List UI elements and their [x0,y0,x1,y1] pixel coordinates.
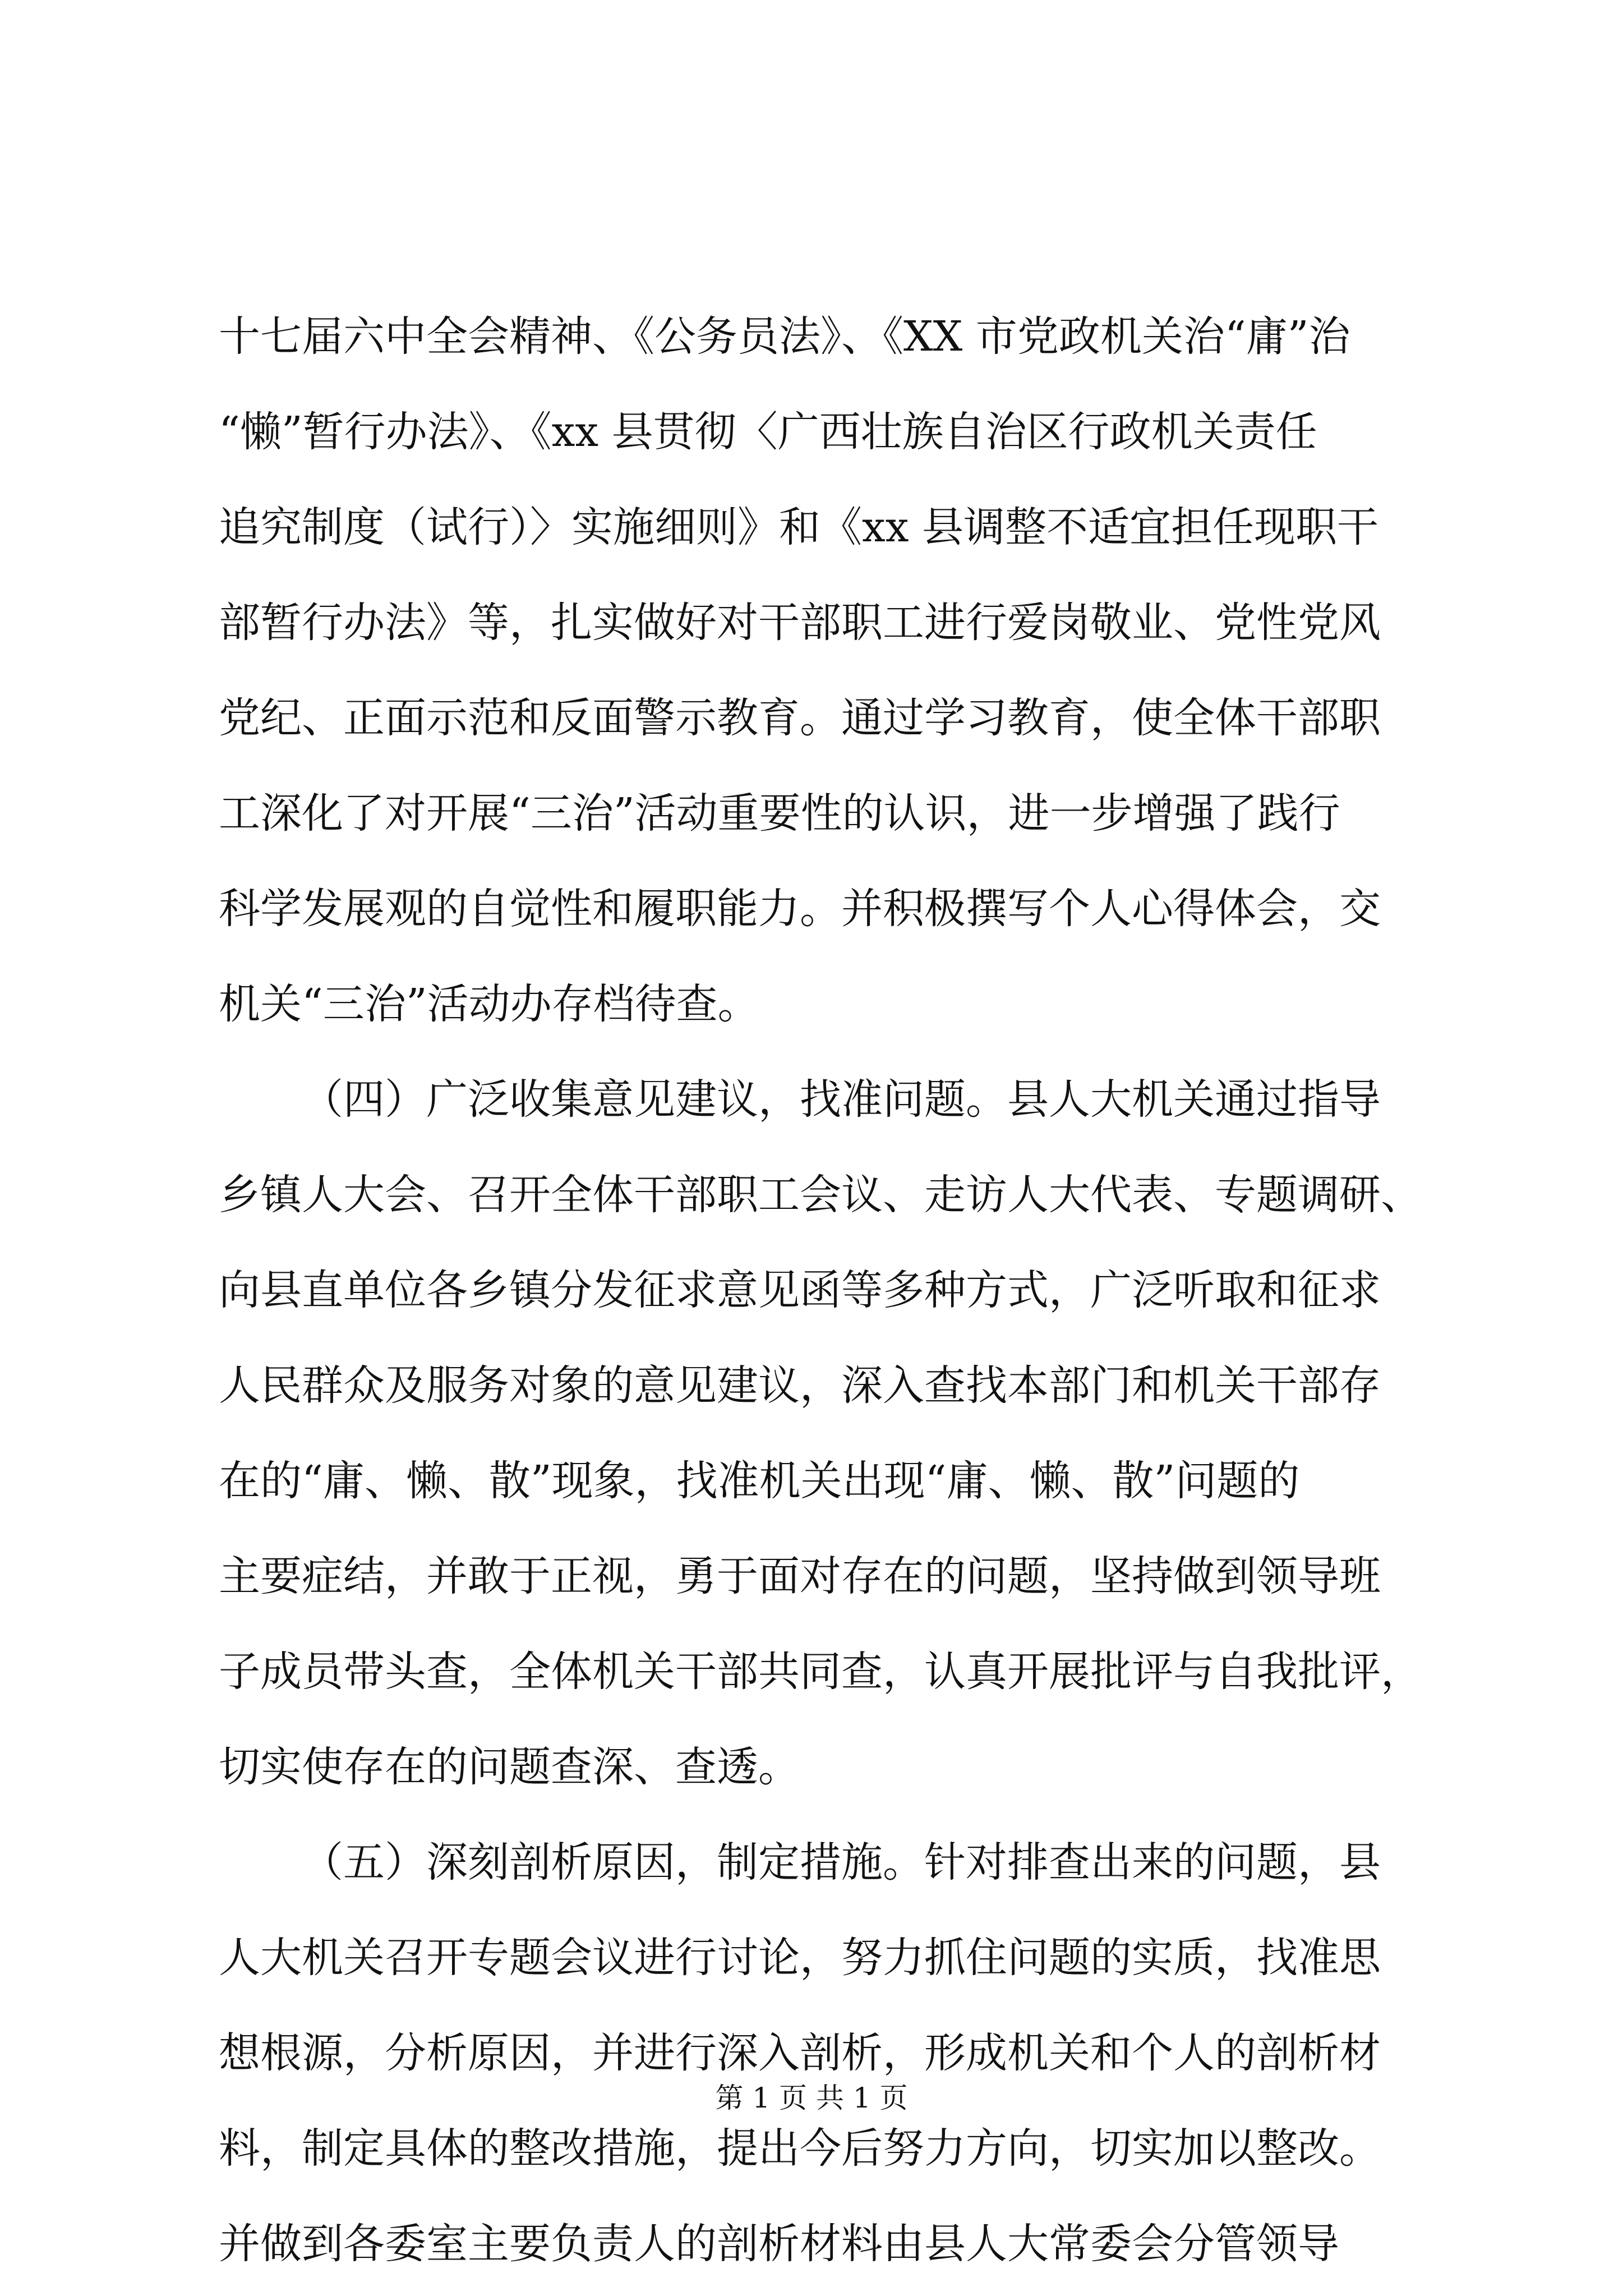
text-line: 人民群众及服务对象的意见建议，深入查找本部门和机关干部存 [219,1361,1381,1410]
text-line: 机关“三治”活动办存档待查。 [219,980,759,1028]
text-line: 人大机关召开专题会议进行讨论，努力抓住问题的实质，找准思 [219,1934,1381,1982]
text-line: 子成员带头查，全体机关干部共同查，认真开展批评与自我批评， [219,1648,1422,1696]
text-line: “懒”暂行办法》、《xx 县贯彻〈广西壮族自治区行政机关责任 [219,408,1317,456]
text-line: 并做到各委室主要负责人的剖析材料由县人大常委会分管领导 [219,2220,1339,2268]
text-line: 料，制定具体的整改措施，提出今后努力方向，切实加以整改。 [219,2124,1381,2173]
text-line: 科学发展观的自觉性和履职能力。并积极撰写个人心得体会，交 [219,885,1381,933]
text-line: 在的“庸、懒、散”现象，找准机关出现“庸、懒、散”问题的 [219,1457,1300,1505]
text-line: 切实使存在的问题查深、查透。 [219,1743,800,1791]
paragraph-start-line: （五）深刻剖析原因，制定措施。针对排查出来的问题，县 [302,1838,1381,1887]
paragraph-start-line: （四）广泛收集意见建议，找准问题。县人大机关通过指导 [302,1075,1381,1124]
text-line: 乡镇人大会、召开全体干部职工会议、走访人大代表、专题调研、 [219,1171,1422,1219]
body-text [219,289,1422,2292]
text-line: 部暂行办法》等，扎实做好对干部职工进行爱岗敬业、党性党风 [219,599,1381,647]
text-line: 工深化了对开展“三治”活动重要性的认识，进一步增强了践行 [219,789,1340,838]
text-line: 追究制度（试行）〉实施细则》和《xx 县调整不适宜担任现职干 [219,503,1378,551]
text-line: 主要症结，并敢于正视，勇于面对存在的问题，坚持做到领导班 [219,1552,1381,1600]
text-line: 党纪、正面示范和反面警示教育。通过学习教育，使全体干部职 [219,694,1381,742]
page-number-footer: 第 1 页 共 1 页 [715,2082,908,2114]
text-line: 想根源，分析原因，并进行深入剖析，形成机关和个人的剖析材 [219,2029,1381,2077]
text-line: 十七届六中全会精神、《公务员法》、《XX 市党政机关治“庸”治 [219,312,1350,361]
text-line: 向县直单位各乡镇分发征求意见函等多种方式，广泛听取和征求 [219,1266,1381,1314]
